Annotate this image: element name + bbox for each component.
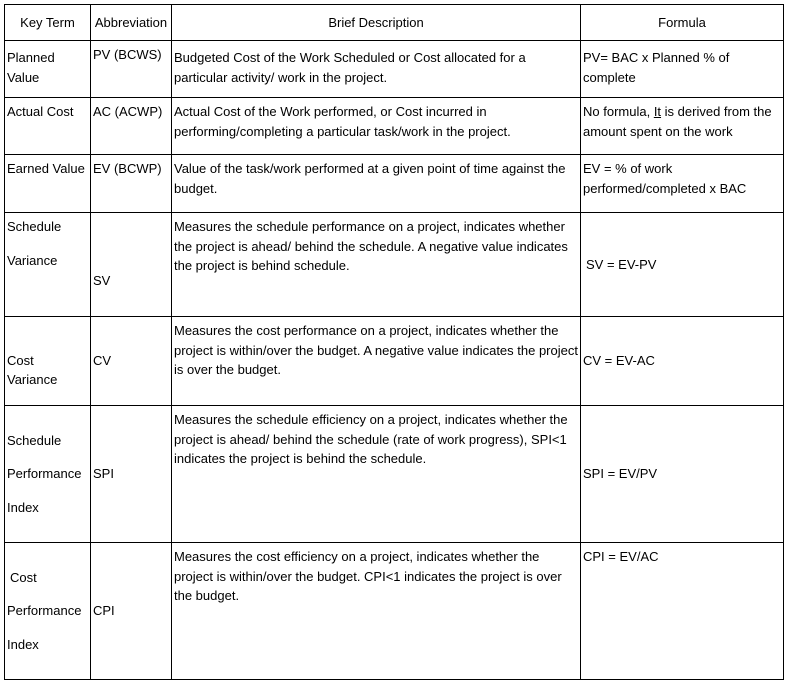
- cell-abbreviation: [91, 98, 172, 155]
- cell-description: [172, 213, 581, 317]
- table-header-row: [5, 5, 784, 41]
- formula-text-underlined: It: [653, 104, 662, 119]
- cell-description: [172, 406, 581, 543]
- cell-formula: [581, 41, 784, 98]
- term-line: Planned: [7, 50, 55, 65]
- description-text: Measures the cost performance on a project, indicates whether the project is within/over the budget. A negative value indicates the project is over the budget.: [174, 323, 578, 377]
- cell-abbreviation: [91, 41, 172, 98]
- abbreviation-text: EV (BCWP): [93, 161, 162, 176]
- formula-text: CV = EV-AC: [583, 353, 655, 369]
- cell-formula: [581, 406, 784, 543]
- table-row: [5, 41, 784, 98]
- header-formula: Formula: [581, 5, 784, 41]
- formula-text: EV = % of work performed/completed x BAC: [583, 161, 747, 196]
- cell-abbreviation: [91, 543, 172, 680]
- cell-key-term: [5, 155, 91, 213]
- cell-description: [172, 317, 581, 406]
- header-description: Brief Description: [172, 5, 581, 41]
- description-text: Measures the schedule performance on a project, indicates whether the project is ahead/ behind the schedule. A negative value indicates the project is behind schedule.: [174, 219, 568, 273]
- evm-terms-table: [4, 4, 784, 680]
- cell-description: [172, 543, 581, 680]
- cell-formula: [581, 98, 784, 155]
- cell-description: [172, 41, 581, 98]
- header-abbreviation: Abbreviation: [91, 5, 172, 41]
- term-line: Actual Cost: [7, 104, 74, 119]
- cell-abbreviation: [91, 406, 172, 543]
- cell-key-term: [5, 41, 91, 98]
- cell-key-term: [5, 543, 91, 680]
- cell-description: [172, 155, 581, 213]
- abbreviation-text: SPI: [93, 466, 114, 482]
- cell-formula: [581, 155, 784, 213]
- term-line: Variance: [7, 372, 58, 387]
- description-text: Measures the schedule efficiency on a project, indicates whether the project is ahead/ behind the schedule (rate of work progress), SPI<1 indicates the project is behind the schedule.: [174, 412, 568, 466]
- abbreviation-text: PV (BCWS): [93, 47, 162, 62]
- formula-text: CPI = EV/AC: [583, 549, 659, 564]
- description-text: Measures the cost efficiency on a project, indicates whether the project is within/over the budget. CPI<1 indicates the project is over the budget.: [174, 549, 562, 603]
- cell-abbreviation: [91, 155, 172, 213]
- term-line: Index: [7, 499, 39, 515]
- formula-text: SPI = EV/PV: [583, 466, 658, 482]
- table-row: [5, 213, 784, 317]
- term-line: Variance: [7, 252, 58, 268]
- header-key-term: Key Term: [5, 5, 91, 41]
- formula-text: PV= BAC x Planned % of complete: [583, 50, 730, 85]
- abbreviation-text: CPI: [93, 603, 115, 619]
- formula-text: [583, 98, 781, 141]
- cell-abbreviation: [91, 213, 172, 317]
- term-line: Schedule: [7, 219, 62, 234]
- table-row: [5, 98, 784, 155]
- formula-text: SV = EV-PV: [586, 256, 657, 272]
- cell-key-term: [5, 317, 91, 406]
- description-text: Actual Cost of the Work performed, or Cost incurred in performing/completing a particular task/work in the project.: [174, 104, 511, 139]
- table-row: [5, 317, 784, 406]
- cell-abbreviation: [91, 317, 172, 406]
- table-row: [5, 155, 784, 213]
- term-line: Performance: [7, 603, 82, 619]
- cell-key-term: [5, 213, 91, 317]
- cell-formula: [581, 317, 784, 406]
- description-text: Budgeted Cost of the Work Scheduled or Cost allocated for a particular activity/ work in the project.: [174, 50, 526, 85]
- cell-formula: [581, 213, 784, 317]
- table-row: [5, 406, 784, 543]
- abbreviation-text: AC (ACWP): [93, 104, 163, 119]
- abbreviation-text: SV: [93, 273, 111, 288]
- term-line: Earned Value: [7, 161, 85, 176]
- formula-text-post: is derived from the amount spent on the work: [583, 104, 772, 139]
- term-line: Cost: [7, 352, 34, 368]
- term-line: Schedule: [7, 432, 62, 448]
- cell-formula: [581, 543, 784, 680]
- term-line: Performance: [7, 466, 82, 482]
- description-text: Value of the task/work performed at a given point of time against the budget.: [174, 161, 566, 196]
- term-line: Index: [7, 636, 39, 652]
- cell-key-term: [5, 406, 91, 543]
- table-row: [5, 543, 784, 680]
- formula-text-pre: No formula,: [583, 104, 654, 119]
- term-line: Cost: [10, 569, 37, 585]
- abbreviation-text: CV: [93, 353, 112, 369]
- cell-description: [172, 98, 581, 155]
- cell-key-term: [5, 98, 91, 155]
- term-line: Value: [7, 69, 40, 85]
